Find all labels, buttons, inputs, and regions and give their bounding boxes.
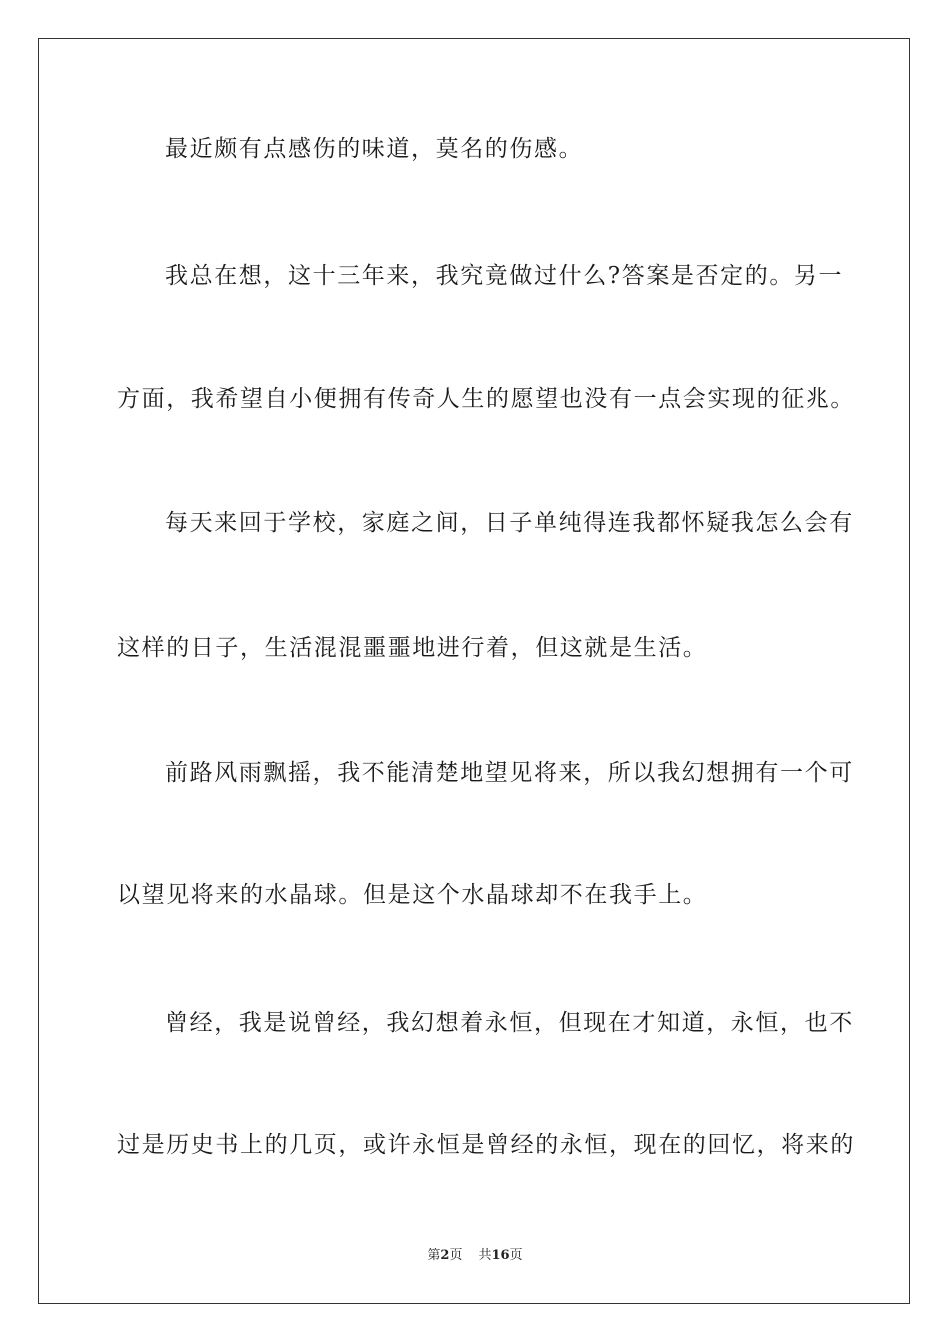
paragraph-line-3: 方面，我希望自小便拥有传奇人生的愿望也没有一点会实现的征兆。 [117,386,855,412]
paragraph-line-4: 每天来回于学校，家庭之间，日子单纯得连我都怀疑我怎么会有 [165,510,854,536]
page-number: 2 [440,1248,450,1263]
page-footer [0,1247,950,1265]
total-suffix: 页 [509,1248,523,1263]
paragraph-line-9: 过是历史书上的几页，或许永恒是曾经的永恒，现在的回忆，将来的 [117,1132,855,1158]
paragraph-line-7: 以望见将来的水晶球。但是这个水晶球却不在我手上。 [117,882,708,908]
paragraph-line-2: 我总在想，这十三年来，我究竟做过什么?答案是否定的。另一 [165,263,844,289]
total-pages: 16 [491,1248,510,1263]
paragraph-line-1: 最近颇有点感伤的味道，莫名的伤感。 [165,136,584,162]
page-suffix: 页 [449,1248,463,1263]
total-prefix: 共 [478,1248,492,1263]
paragraph-line-8: 曾经，我是说曾经，我幻想着永恒，但现在才知道，永恒，也不 [165,1010,854,1036]
page-prefix: 第 [427,1248,441,1263]
paragraph-line-6: 前路风雨飘摇，我不能清楚地望见将来，所以我幻想拥有一个可 [165,760,854,786]
paragraph-line-5: 这样的日子，生活混混噩噩地进行着，但这就是生活。 [117,635,708,661]
page-border [38,38,910,1304]
